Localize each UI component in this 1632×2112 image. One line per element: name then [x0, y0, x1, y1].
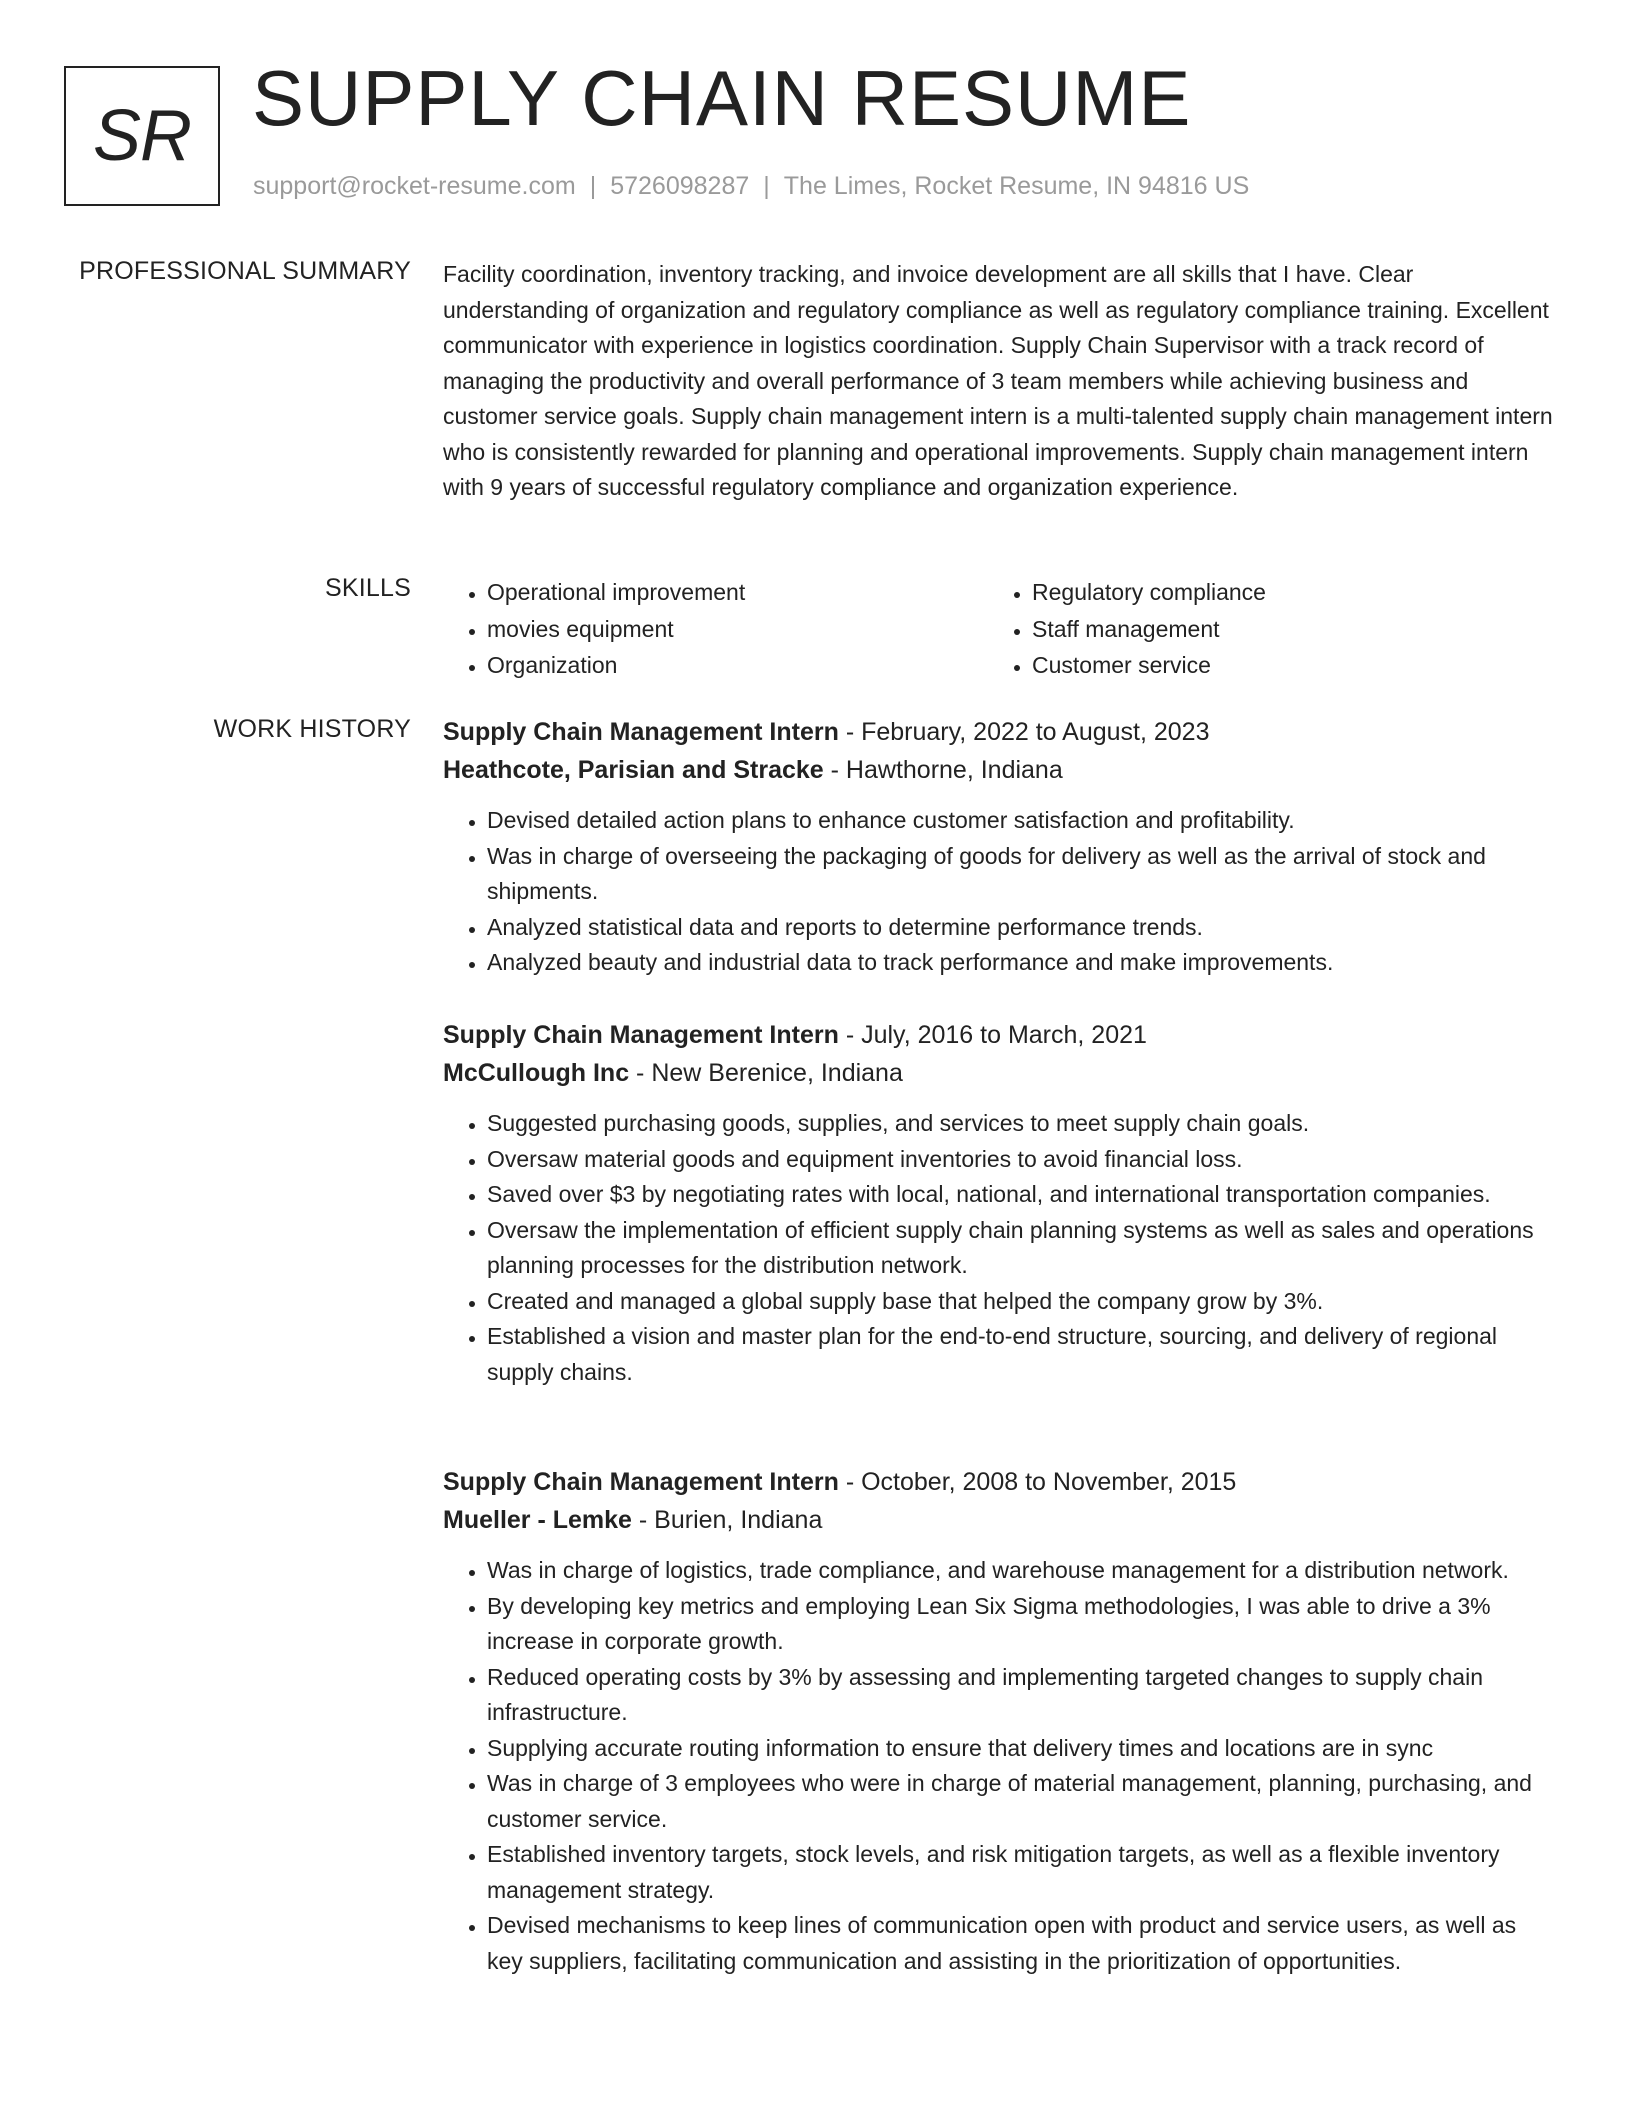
job-title: Supply Chain Management Intern: [443, 718, 839, 746]
contact-address: The Limes, Rocket Resume, IN 94816 US: [783, 172, 1250, 200]
job-bullet: • Analyzed statistical data and reports to determine performance trends.: [487, 910, 1558, 946]
section-label-work-history: WORK HISTORY: [213, 715, 411, 743]
job-entry: [443, 1463, 1558, 1979]
job-title: Supply Chain Management Intern: [443, 1468, 839, 1496]
job-bullet: • Established inventory targets, stock levels, and risk mitigation targets, as well as a flexible inventory management strategy.: [487, 1837, 1558, 1908]
skills-column-left: [443, 574, 988, 684]
job-title-line: [443, 1016, 1558, 1054]
job-bullet: • Oversaw material goods and equipment inventories to avoid financial loss.: [487, 1142, 1558, 1178]
job-bullets: [443, 1106, 1558, 1390]
monogram-box: [64, 66, 220, 206]
job-bullet: • Was in charge of logistics, trade compliance, and warehouse management for a distribution network.: [487, 1553, 1558, 1589]
job-dates: - February, 2022 to August, 2023: [838, 718, 1210, 746]
skills-list: [443, 574, 1553, 684]
contact-separator: |: [763, 172, 770, 200]
job-company-line: [443, 1054, 1558, 1092]
job-title-line: [443, 713, 1558, 751]
skill-item: • Regulatory compliance: [1032, 574, 1533, 611]
contact-line: [253, 172, 1249, 201]
job-bullet: • Suggested purchasing goods, supplies, and services to meet supply chain goals.: [487, 1106, 1558, 1142]
job-title: Supply Chain Management Intern: [443, 1021, 839, 1049]
job-company: McCullough Inc: [443, 1059, 630, 1087]
job-bullets: [443, 803, 1558, 981]
job-bullet: • Analyzed beauty and industrial data to track performance and make improvements.: [487, 945, 1558, 981]
skill-item: • Staff management: [1032, 611, 1533, 648]
job-company-line: [443, 751, 1558, 789]
skill-item: • movies equipment: [487, 611, 988, 648]
job-bullet: • Saved over $3 by negotiating rates with local, national, and international transportation companies.: [487, 1177, 1558, 1213]
skill-item: • Organization: [487, 647, 988, 684]
section-label-skills: SKILLS: [325, 574, 411, 602]
job-bullet: • Devised mechanisms to keep lines of communication open with product and service users, as well as key suppliers, facilitating communication and assisting in the prioritization of opportunities.: [487, 1908, 1558, 1979]
job-company: Mueller - Lemke: [443, 1506, 632, 1534]
contact-email[interactable]: support@rocket-resume.com: [253, 172, 576, 200]
job-company: Heathcote, Parisian and Stracke: [443, 756, 824, 784]
job-location: - Hawthorne, Indiana: [823, 756, 1063, 784]
summary-text: Facility coordination, inventory tracking, and invoice development are all skills that I have. Clear understanding of organization and regulatory compliance as well as regulatory compliance training. Excellent communicator with experience in logistics coordination. Supply Chain Supervisor with a track record of managing the productivity and overall performance of 3 team members while achieving business and customer service goals. Supply chain management intern is a multi-talented supply chain management intern who is consistently rewarded for planning and operational improvements. Supply chain management intern with 9 years of successful regulatory compliance and organization experience.: [443, 261, 1553, 500]
skill-item: • Operational improvement: [487, 574, 988, 611]
job-dates: - October, 2008 to November, 2015: [838, 1468, 1237, 1496]
job-location: - New Berenice, Indiana: [629, 1059, 903, 1087]
job-dates: - July, 2016 to March, 2021: [838, 1021, 1147, 1049]
monogram-initials: SR: [92, 96, 192, 176]
summary-body: [443, 257, 1553, 506]
section-label-summary: PROFESSIONAL SUMMARY: [79, 257, 411, 285]
contact-phone[interactable]: 5726098287: [610, 172, 750, 200]
job-bullet: • Established a vision and master plan for the end-to-end structure, sourcing, and delivery of regional supply chains.: [487, 1319, 1558, 1390]
job-title-line: [443, 1463, 1558, 1501]
job-location: - Burien, Indiana: [631, 1506, 823, 1534]
job-company-line: [443, 1501, 1558, 1539]
job-bullet: • Supplying accurate routing information to ensure that delivery times and locations are in sync: [487, 1731, 1558, 1767]
job-bullet: • By developing key metrics and employing Lean Six Sigma methodologies, I was able to drive a 3% increase in corporate growth.: [487, 1589, 1558, 1660]
page-title: SUPPLY CHAIN RESUME: [252, 54, 1192, 142]
job-bullets: [443, 1553, 1558, 1979]
skills-column-right: [988, 574, 1533, 684]
job-bullet: • Oversaw the implementation of efficient supply chain planning systems as well as sales and operations planning processes for the distribution network.: [487, 1213, 1558, 1284]
job-bullet: • Reduced operating costs by 3% by assessing and implementing targeted changes to supply chain infrastructure.: [487, 1660, 1558, 1731]
contact-separator: |: [589, 172, 597, 200]
job-bullet: • Created and managed a global supply base that helped the company grow by 3%.: [487, 1284, 1558, 1320]
job-bullet: • Was in charge of 3 employees who were in charge of material management, planning, purchasing, and customer service.: [487, 1766, 1558, 1837]
job-bullet: • Was in charge of overseeing the packaging of goods for delivery as well as the arrival of stock and shipments.: [487, 839, 1558, 910]
job-bullet: • Devised detailed action plans to enhance customer satisfaction and profitability.: [487, 803, 1558, 839]
skill-item: • Customer service: [1032, 647, 1533, 684]
job-entry: [443, 713, 1558, 981]
job-entry: [443, 1016, 1558, 1390]
